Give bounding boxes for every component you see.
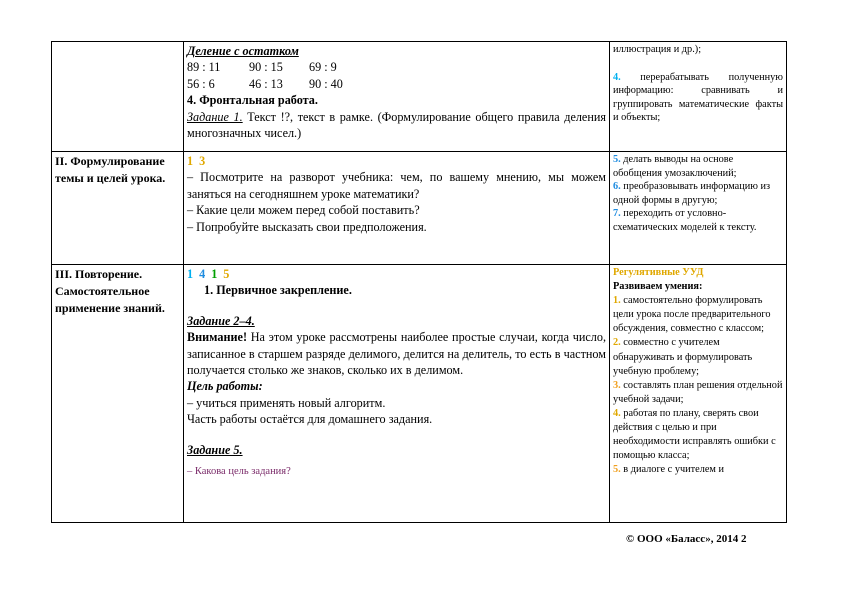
frontal-work-heading: 4. Фронтальная работа. <box>187 93 318 108</box>
skills-cell <box>610 265 787 523</box>
skills-cell <box>610 42 787 152</box>
marker: 1 <box>187 267 194 281</box>
marker-row <box>187 266 606 282</box>
activity-cell <box>184 152 610 265</box>
primary-consolidation-heading: 1. Первичное закрепление. <box>204 283 352 298</box>
task-1-text: Задание 1. Текст !?, текст в рамке. (Формулирование общего правила деления многозначных чисел.) <box>187 109 606 141</box>
skills-cell <box>610 152 787 265</box>
table-row <box>52 42 787 152</box>
skill-item: 7. переходить от условно-схематических моделей к тексту. <box>613 208 757 233</box>
table-row <box>52 265 787 523</box>
skill-item: 6. преобразовывать информацию из одной формы в другую; <box>613 181 771 206</box>
skill-number: 1. <box>613 295 621 307</box>
copyright-footer: © ООО «Баласс», 2014 2 <box>626 533 747 545</box>
attention-note: Внимание! На этом уроке рассмотрены наиболее простые случаи, когда число, записанное в старшем разряде делимого, делится на делитель, то есть в частном получается столько же знаков, сколько их в делимом. <box>187 330 606 378</box>
marker: 1 <box>187 154 194 168</box>
skills-subtitle: Развиваем умения: <box>613 281 703 293</box>
skill-item: 1. самостоятельно формулировать цели урока после предварительного обсуждения, совместно с классом; <box>613 295 771 335</box>
skill-number: 3. <box>613 379 621 391</box>
marker: 3 <box>199 154 206 168</box>
activity-cell <box>184 42 610 152</box>
section-heading: Деление с остатком <box>187 44 299 58</box>
stage-cell: II. Формулирование темы и целей урока. <box>52 152 184 265</box>
skill-number: 7. <box>613 208 621 220</box>
skill-item: 3. составлять план решения отдельной учебной задачи; <box>613 379 783 405</box>
stage-cell: III. Повторение. Самостоятельное применение знаний. <box>52 265 184 523</box>
question-line: – Какова цель задания? <box>187 466 291 478</box>
exercise-item: 89 : 11 <box>187 60 221 75</box>
skill-item: 4. перерабатывать полученную информацию: сравнивать и группировать математические факты и объекты; <box>613 71 783 124</box>
lesson-plan-table <box>51 41 787 523</box>
task-label: Задание 2–4. <box>187 313 255 328</box>
table-row <box>52 152 787 265</box>
exercise-item: 69 : 9 <box>309 60 337 75</box>
exercise-item: 46 : 13 <box>249 76 283 91</box>
task-label: Задание 5. <box>187 442 243 457</box>
exercise-item: 90 : 40 <box>309 76 343 91</box>
skill-number: 5. <box>613 154 621 165</box>
marker-row <box>187 153 606 169</box>
skill-item: 4. работая по плану, сверять свои действия с целью и при необходимости исправлять ошибки с помощью класса; <box>613 407 776 462</box>
exercise-item: 56 : 6 <box>187 76 215 91</box>
skill-item: 5. делать выводы на основе обобщения умозаключений; <box>613 154 737 179</box>
goal-line: – учиться применять новый алгоритм. <box>187 395 386 410</box>
skill-text: иллюстрация и др.); <box>613 44 702 55</box>
question-line: – Посмотрите на разворот учебника: чем, по вашему мнению, мы можем заняться на сегодняшнем уроке математики? <box>187 170 606 201</box>
skill-number: 5. <box>613 464 621 476</box>
goal-label: Цель работы: <box>187 379 263 394</box>
exercise-item: 90 : 15 <box>249 60 283 75</box>
skill-number: 4. <box>613 407 621 419</box>
exercise-row <box>187 59 606 75</box>
marker: 4 <box>199 267 206 281</box>
exercise-row <box>187 76 606 92</box>
question-line: – Какие цели можем перед собой поставить? <box>187 203 420 218</box>
task-label: Задание 1. <box>187 109 243 124</box>
marker: 5 <box>223 267 230 281</box>
question-line: – Попробуйте высказать свои предположения. <box>187 219 427 234</box>
skill-item: 5. в диалоге с учителем и <box>613 464 725 476</box>
stage-cell <box>52 42 184 152</box>
skill-number: 6. <box>613 181 621 193</box>
activity-cell <box>184 265 610 523</box>
marker: 1 <box>211 267 218 281</box>
skills-title: Регулятивные УУД <box>613 267 704 278</box>
homework-note: Часть работы остаётся для домашнего задания. <box>187 412 433 427</box>
skill-number: 4. <box>613 71 621 83</box>
skill-item: 2. совместно с учителем обнаруживать и формулировать учебную проблему; <box>613 337 753 377</box>
skill-number: 2. <box>613 337 621 349</box>
